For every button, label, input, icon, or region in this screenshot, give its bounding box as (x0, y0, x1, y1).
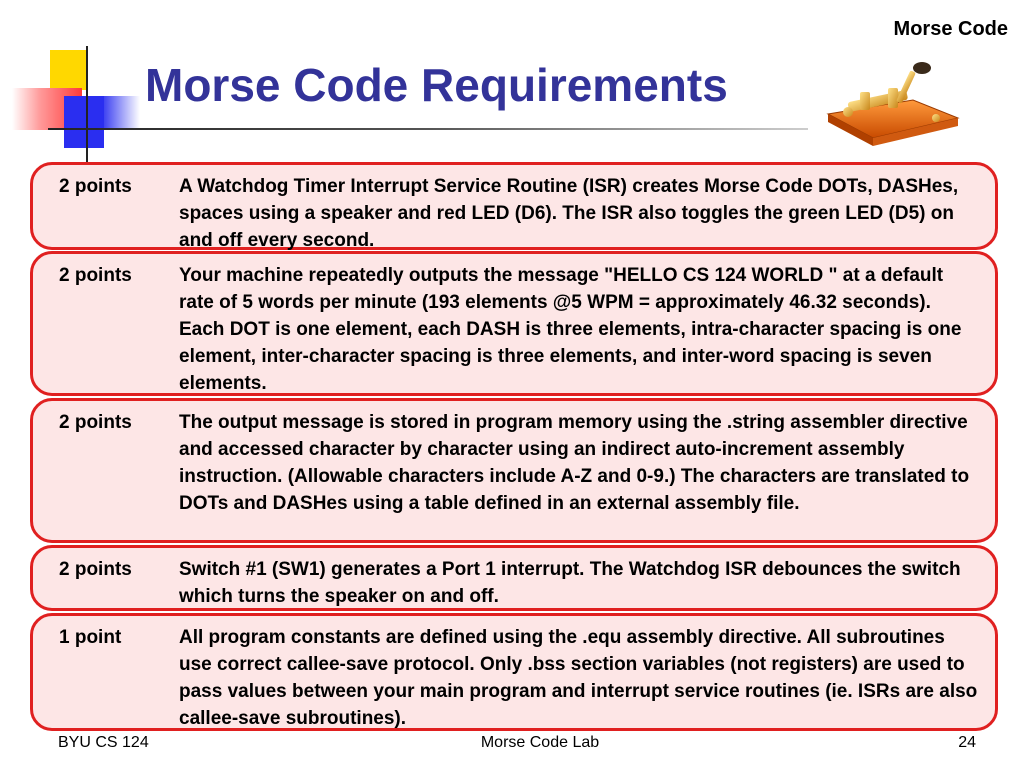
decor-blue-square (64, 96, 104, 148)
footer-title: Morse Code Lab (480, 734, 600, 751)
decor-vertical-line (86, 46, 88, 166)
slide-number: 24 (958, 734, 976, 751)
requirement-points: 2 points (59, 176, 132, 197)
requirement-box-4 (30, 545, 998, 611)
requirement-box-1 (30, 162, 998, 250)
requirement-points: 2 points (59, 412, 132, 433)
requirement-text: A Watchdog Timer Interrupt Service Routine (ISR) creates Morse Code DOTs, DASHes, spaces using a speaker and red LED (D6). The ISR also toggles the green LED (D5) on and off every second. (179, 176, 959, 251)
requirement-points: 2 points (59, 559, 132, 580)
requirement-points: 2 points (59, 265, 132, 286)
page-title: Morse Code Requirements (145, 59, 728, 111)
decor-yellow-square (50, 50, 88, 90)
requirement-text: Your machine repeatedly outputs the message "HELLO CS 124 WORLD " at a default rate of 5 words per minute (193 elements @5 WPM = approximately 46.32 seconds). Each DOT is one element, each DASH is three elements, intra-character spacing is one element, inter-character spacing is three elements, and inter-word spacing is seven elements. (179, 265, 962, 394)
telegraph-key-image (818, 52, 968, 152)
requirement-box-2 (30, 251, 998, 396)
requirement-box-3 (30, 398, 998, 543)
requirement-box-5 (30, 613, 998, 731)
requirement-text: All program constants are defined using the .equ assembly directive. All subroutines use correct callee-save protocol. Only .bss section variables (not registers) are used to pass values between your main program and interrupt service routines (ie. ISRs are also callee-save subroutines). (179, 627, 978, 729)
decor-blue-gradient (100, 96, 140, 130)
requirement-text: Switch #1 (SW1) generates a Port 1 interrupt. The Watchdog ISR debounces the switch which turns the speaker on and off. (179, 559, 961, 607)
requirement-text: The output message is stored in program memory using the .string assembler directive and accessed character by character using an indirect auto-increment assembly instruction. (Allowable characters include A-Z and 0-9.) The characters are translated to DOTs and DASHes using a table defined in an external assembly file. (179, 412, 970, 514)
footer-course: BYU CS 124 (58, 734, 149, 751)
title-underline (48, 128, 808, 130)
requirement-points: 1 point (59, 627, 122, 648)
corner-label: Morse Code (893, 18, 1008, 40)
